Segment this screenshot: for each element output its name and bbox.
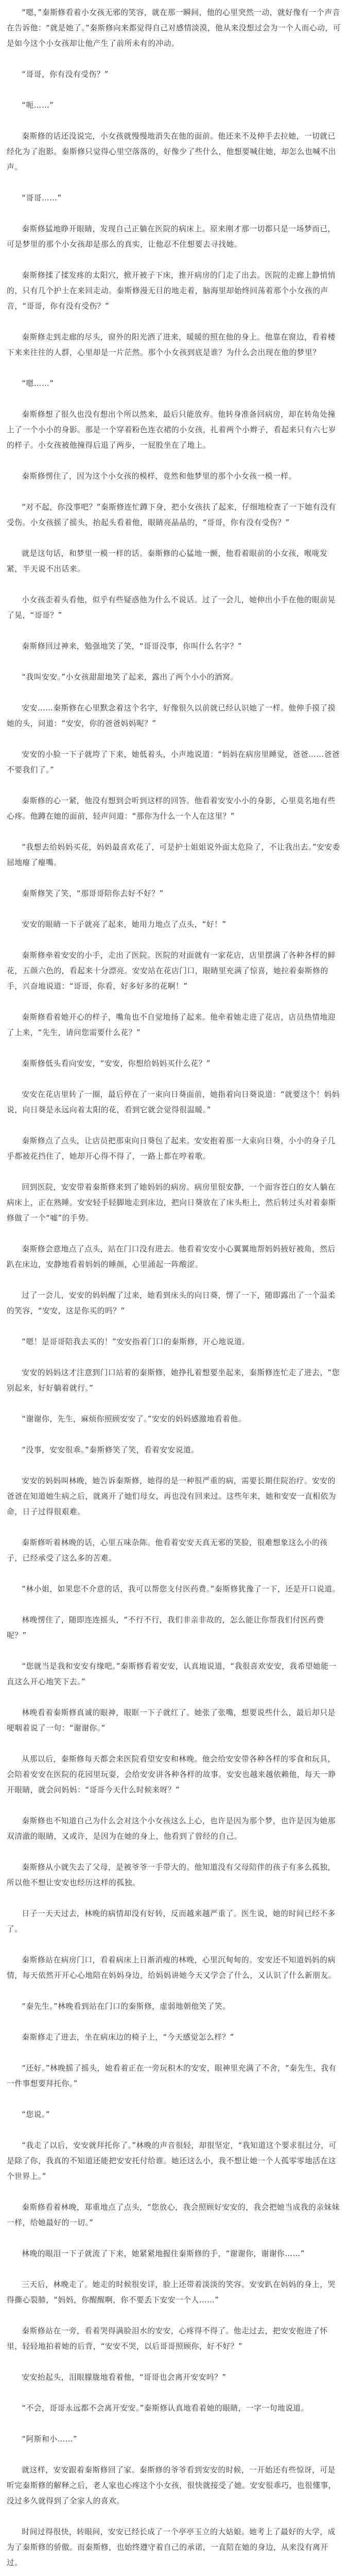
article-paragraph: 日子一天天过去，林晚的病情却没有好转，反而越来越严重了。医生说，她的时间已经不多了。 bbox=[7, 1909, 336, 1934]
article-paragraph: 秦斯修走到走廊的尽头，窗外的阳光洒了进来，暖暖的照在他的身上。他靠在窗边，看着楼下来来往往的人群，心里却是一片茫然。那个小女孩到底是谁？为什么会出现在他的梦里？ bbox=[7, 333, 336, 357]
article-paragraph: 秦斯修笑了笑，“那哥哥陪你去好不好？” bbox=[22, 889, 164, 898]
article-paragraph: 秦斯修站在病房门口，看着病床上日渐消瘦的林晚，心里沉甸甸的。安安还不知道妈妈的病情，每天依然开开心心地陪在妈妈身边，给妈妈讲她今天又学会了什么，又认识了什么新朋友。 bbox=[7, 1956, 336, 1980]
article-paragraph: 秦斯修低头看向安安，“安安，你想给妈妈买什么花？” bbox=[22, 1059, 211, 1068]
article-paragraph: 就这样，安安跟着秦斯修回了家。秦斯修的爷爷看到安安的时候，一开始还有些惊讶，可是听完秦斯修的解释之后，老人家也心疼这个小女孩，很快就接受了她。安安很乖巧，也很懂事，没过多久就得到了全家人的喜欢。 bbox=[7, 2466, 336, 2505]
article-paragraph: “没事，安安很乖。”秦斯修笑了笑，看着安安说道。 bbox=[22, 1446, 199, 1454]
article-paragraph: 三天后，林晚走了。她走的时候很安详，脸上还带着淡淡的笑容。安安趴在妈妈的身上，哭得撕心裂肺，“妈妈，你醒醒啊，你不要丢下安安一个人……” bbox=[7, 2280, 336, 2304]
article-paragraph: 秦斯修也不知道自己为什么会对这个小女孩这么上心，也许是因为那个梦，也许是因为她那双清澈的眼睛，又或许，是因为在她的身上，他看到了曾经的自己。 bbox=[7, 1817, 336, 1841]
article-paragraph: “嗯，”秦斯修看着小女孩无邪的笑容，就在那一瞬间，他的心里突然一动，就好像有一个声音在告诉他：“就是她了。”秦斯修向来都觉得自己对感情淡漠，他从来没想过会为一个人而心动，可是如今这个小女孩却让他产生了前所未有的冲动。 bbox=[7, 8, 341, 48]
article-paragraph: “哥哥……” bbox=[22, 194, 62, 202]
article-paragraph: 秦斯修愣住了，因为这个小女孩的模样，竟然和他梦里的那个小女孩一模一样。 bbox=[22, 472, 296, 481]
article-paragraph: 秦斯修想了很久也没有想出个所以然来，最后只能放弃。他转身准备回病房，却在转角处撞上了一个小小的身影。那是一个穿着粉色连衣裙的小女孩，扎着两个小辫子，看起来只有六七岁的样子。小女孩被他撞得后退了两步，一屁股坐在了地上。 bbox=[7, 410, 336, 450]
article-paragraph: 秦斯修走了进去，坐在病床边的椅子上，“今天感觉怎么样？” bbox=[22, 2033, 234, 2042]
article-paragraph: 安安的小脸一下子就垮了下来，她低着头，小声地说道：“妈妈在病房里睡觉，爸爸……爸爸不要我们了。” bbox=[7, 750, 340, 774]
article-paragraph: 秦斯修看着林晚，郑重地点了点头，“您放心，我会照顾好安安的，我会把她当成我的亲妹妹一样，给她最好的一切。” bbox=[7, 2203, 340, 2227]
article-paragraph: 秦斯修会意地点了点头，站在门口没有进去。他看着安安小心翼翼地帮妈妈掖好被角，然后趴在床边，安静地看着妈妈的睡颜，心里涌起一阵酸涩。 bbox=[7, 1245, 336, 1269]
article-paragraph: 小女孩歪着头看他，似乎有些疑惑他为什么不说话。过了一会儿，她伸出小手在他的眼前晃了晃，“哥哥？” bbox=[7, 596, 336, 620]
article-paragraph: “您就当是我和安安有缘吧。”秦斯修看着安安，认真地说道，“我很喜欢安安，我希望她能一直这么开心地笑下去。” bbox=[7, 1662, 337, 1686]
article-paragraph: 就是这句话，和梦里一模一样的话。秦斯修的心猛地一颤，他看着眼前的小女孩，喉咙发紧，半天说不出话来。 bbox=[7, 549, 328, 573]
article-paragraph: “嗯！是哥哥陪我去买的！”安安指着门口的秦斯修，开心地说道。 bbox=[22, 1337, 250, 1346]
article-paragraph: 回到医院，安安带着秦斯修来到了她妈妈的病房。病房里很安静，一个面容苍白的女人躺在病床上，正在熟睡。安安轻手轻脚地走到床边，把向日葵放在了床头柜上，然后转过头对着秦斯修做了一个“嘘”的手势。 bbox=[7, 1183, 336, 1223]
article-paragraph: 秦斯修从小就失去了父母，是被爷爷一手带大的。他知道没有父母陪伴的孩子有多么孤独，所以他不想让安安也经历这样的孤独。 bbox=[7, 1863, 336, 1887]
article-paragraph: “还好。”林晚摇了摇头，她看着正在一旁玩积木的安安，眼神里充满了不舍，“秦先生，我有一件事想要拜托你。” bbox=[7, 2064, 337, 2088]
article-paragraph: “对不起，你没事吧？”秦斯修连忙蹲下身，把小女孩扶了起来，仔细地检查了一下她有没有受伤。小女孩摇了摇头，抬起头看着他，眼睛亮晶晶的，“哥哥，你有没有受伤？” bbox=[7, 503, 336, 527]
article-paragraph: “我叫安安。”小女孩甜甜地笑了起来，露出了两个小小的酒窝。 bbox=[22, 673, 238, 682]
article-paragraph: 安安的眼睛一下子就亮了起来，她用力地点了点头，“好！” bbox=[22, 920, 226, 929]
article-paragraph: 秦斯修站在一旁，看着哭得满脸泪水的安安，心疼得不得了。他走过去，把安安抱进了怀里，轻轻地拍着她的后背，“安安不哭，以后哥哥照顾你，好不好？” bbox=[7, 2327, 328, 2351]
article-paragraph: 秦斯修的心一紧，他没有想到会听到这样的回答。他看着安安小小的身影，心里莫名地有些心疼。他蹲在她的面前，轻声问道：“那你为什么一个人在这里？” bbox=[7, 796, 336, 821]
article-paragraph: 秦斯修牵着安安的小手，走出了医院。医院的对面就有一家花店，店里摆满了各种各样的鲜花，五颜六色的，看起来十分漂亮。安安站在花店门口，眼睛里充满了惊喜，她拉着秦斯修的手，兴奋地说道：“哥哥，你看，好多好多的花啊！” bbox=[7, 951, 336, 991]
article-paragraph: 过了一会儿，安安的妈妈醒了过来，她看到床头的向日葵，愣了一下，随即露出了一个温柔的笑容，“安安，这是你买的吗？” bbox=[7, 1291, 336, 1315]
article-paragraph: 秦斯修揉了揉发疼的太阳穴，掀开被子下床，推开病房的门走了出去。医院的走廊上静悄悄的，只有几个护士在来回走动。秦斯修漫无目的地走着，脑海里却始终回荡着那个小女孩的声音，“哥哥，你有没有受伤？” bbox=[7, 271, 336, 311]
article-paragraph: 安安……秦斯修在心里默念着这个名字，好像很久以前就已经认识她了一样。他伸手摸了摸她的头，问道：“安安，你的爸爸妈妈呢？” bbox=[7, 704, 336, 728]
article-paragraph: “嗯……” bbox=[22, 379, 54, 388]
article-paragraph: “谢谢你，先生，麻烦你照顾安安了。”安安的妈妈感激地看着他。 bbox=[22, 1415, 247, 1423]
article-paragraph: “我想去给妈妈买花，妈妈最喜欢花了，可是护士姐姐说外面太危险了，不让我出去。”安安委屈地瘪了瘪嘴。 bbox=[7, 843, 340, 867]
article-paragraph: “阿斯和小……” bbox=[22, 2435, 78, 2444]
article-paragraph: “林小姐，如果您不介意的话，我可以帮您支付医药费。”秦斯修犹豫了一下，还是开口说道。 bbox=[22, 1585, 340, 1594]
article-paragraph: 安安在花店里转了一圈，最后停在了一束向日葵面前，她指着向日葵说道：“就要这个！妈妈说，向日葵是永远向着太阳的花，看到它就会觉得很温暖。” bbox=[7, 1090, 340, 1114]
article-paragraph: 林晚的眼泪一下子就流了下来，她紧紧地握住秦斯修的手，“谢谢你，谢谢你……” bbox=[22, 2249, 305, 2258]
article-paragraph: “我走了以后，安安就拜托你了。”林晚的声音很轻，却很坚定，“我知道这个要求很过分，可是除了你，我真的不知道还能把安安托付给谁。她还这么小，我不想让她一个人孤零零地活在这个世界上。” bbox=[7, 2141, 337, 2181]
article-paragraph: “秦先生。”林晚看到站在门口的秦斯修，虚弱地朝他笑了笑。 bbox=[22, 2002, 231, 2011]
article-paragraph: 从那以后，秦斯修每天都会来医院看望安安和林晚。他会给安安带各种各样的零食和玩具，会陪着安安在医院的花园里玩耍，会给安安讲各种各样的故事。安安也越来越依赖他，每天一睁开眼睛，就会问妈妈：“哥哥今天什么时候来呀？” bbox=[7, 1755, 336, 1794]
article-paragraph: 秦斯修回过神来，勉强地笑了笑，“哥哥没事，你叫什么名字？” bbox=[22, 642, 242, 651]
article-paragraph: 秦斯修点了点头，让店员把那束向日葵包了起来。安安抱着那一大束向日葵，小小的身子几乎都被花挡住了，她却开心得不得了，一路上都在哼着歌。 bbox=[7, 1137, 336, 1161]
article-paragraph: 林晚愣住了，随即连连摇头，“不行不行，我们非亲非故的，怎么能让你帮我们付医药费呢？” bbox=[7, 1616, 324, 1640]
article-paragraph: 林晚看着秦斯修真诚的眼神，眼眶一下子就红了。她张了张嘴，想要说些什么，最后却只是哽咽着说了一句：“谢谢你。” bbox=[7, 1708, 336, 1733]
article-body bbox=[7, 5, 343, 2576]
article-paragraph: 时间过得很快，转眼间，安安已经长成了一个亭亭玉立的大姑娘。她考上了最好的大学，成为了秦斯修的骄傲。而秦斯修，也始终遵守着自己的承诺，一直陪在她的身边，从来没有离开过。 bbox=[7, 2528, 336, 2567]
article-paragraph: 秦斯修听着林晚的话，心里五味杂陈。他看着安安天真无邪的笑脸，很难想象这么小的孩子，已经承受了这么多的苦难。 bbox=[7, 1538, 328, 1563]
article-paragraph: 安安的妈妈这才注意到门口站着的秦斯修，她挣扎着想要坐起来，秦斯修连忙走了进去，“您别起来，好好躺着就行。” bbox=[7, 1368, 340, 1393]
article-paragraph: “不会，哥哥永远都不会离开安安。”秦斯修认真地看着她的眼睛，一字一句地说道。 bbox=[22, 2404, 309, 2413]
article-paragraph: “呃……” bbox=[22, 101, 54, 110]
article-paragraph: “您说。” bbox=[22, 2110, 50, 2119]
article-paragraph: 秦斯修看着她开心的样子，嘴角也不自觉地扬了起来。他牵着她走进了花店，店员热情地迎了上来，“先生，请问您需要什么花？” bbox=[7, 1013, 336, 1037]
article-paragraph: 安安的妈妈叫林晚，她告诉秦斯修，她得的是一种很严重的病，需要长期住院治疗。安安的爸爸在知道她生病之后，就离开了她们母女，再也没有回来过。这些年来，她和安安一直相依为命，日子过得很艰难。 bbox=[7, 1477, 336, 1516]
article-paragraph: 秦斯修猛地睁开眼睛，发现自己正躺在医院的病床上。原来刚才那一切都只是一场梦而已，可是梦里的那个小女孩却是那么的真实，让他忍不住想要去寻找她。 bbox=[7, 225, 336, 249]
article-paragraph: “哥哥，你有没有受伤？” bbox=[22, 70, 109, 79]
article-paragraph: 秦斯修的话还没说完，小女孩就慢慢地消失在他的面前。他还来不及伸手去拉她，一切就已经化为了泡影。秦斯修只觉得心里空落落的，好像少了些什么，他想要喊住她，却怎么也喊不出声。 bbox=[7, 132, 336, 172]
article-paragraph: 安安抬起头，泪眼朦胧地看着他，“哥哥也会离开安安吗？” bbox=[22, 2373, 226, 2382]
